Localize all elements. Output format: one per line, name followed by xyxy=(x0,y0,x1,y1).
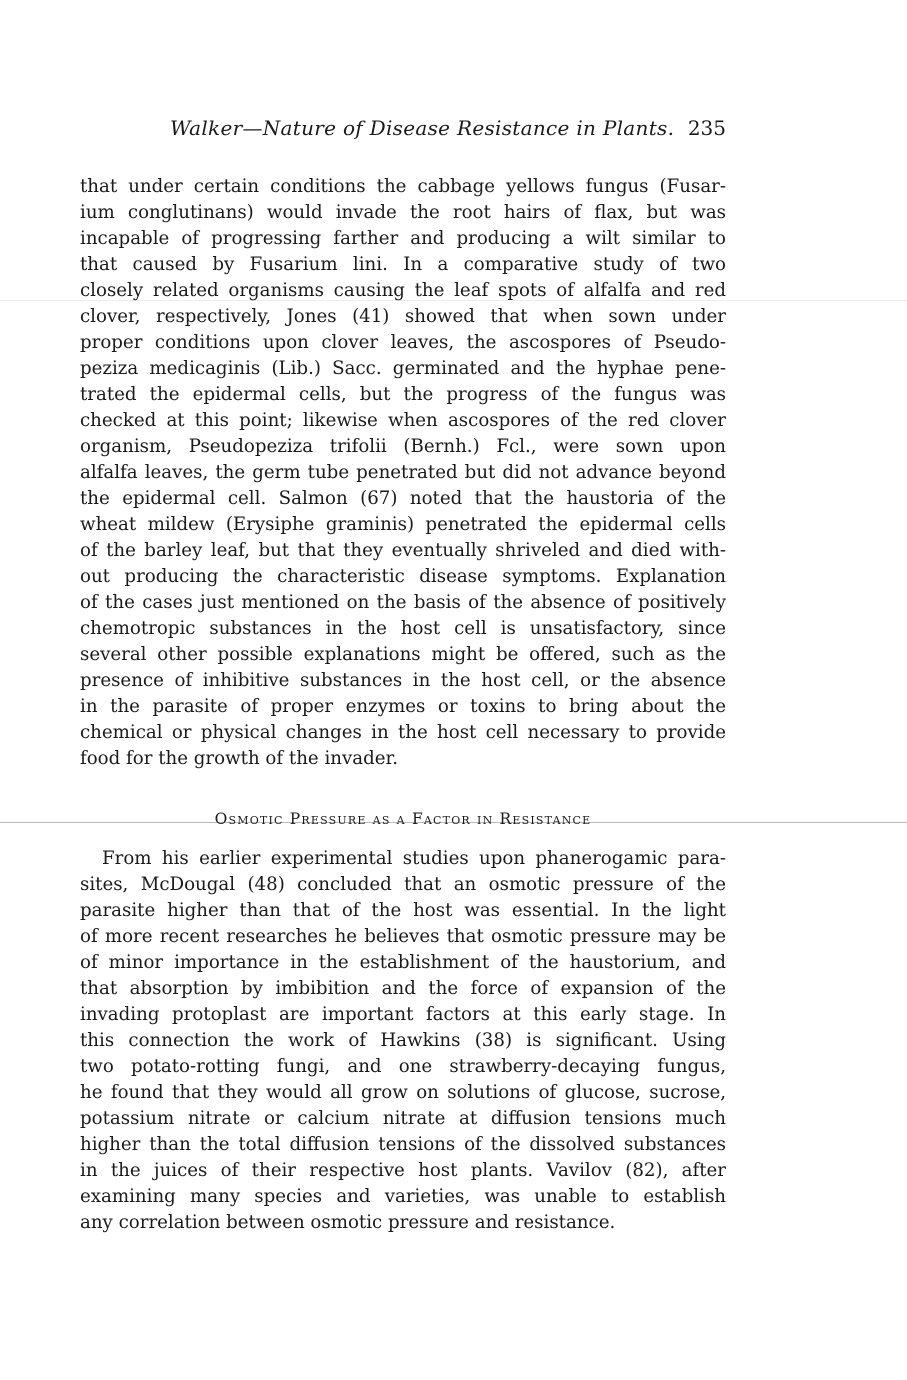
running-header xyxy=(80,116,726,146)
text-line: several other possible explanations might be offered, such as the xyxy=(80,644,726,665)
body-paragraph-1 xyxy=(80,174,726,772)
text-line: in the parasite of proper enzymes or toxins to bring about the xyxy=(80,696,726,717)
text-line: any correlation between osmotic pressure and resistance. xyxy=(80,1212,616,1233)
text-line: parasite higher than that of the host was essential. In the light xyxy=(80,900,726,921)
text-line: out producing the characteristic disease symptoms. Explanation xyxy=(80,566,726,587)
text-line: closely related organisms causing the leaf spots of alfalfa and red xyxy=(80,280,726,301)
text-line: checked at this point; likewise when ascospores of the red clover xyxy=(80,410,726,431)
text-line: incapable of progressing farther and producing a wilt similar to xyxy=(80,228,726,249)
text-line: of more recent researches he believes that osmotic pressure may be xyxy=(80,926,726,947)
text-line: food for the growth of the invader. xyxy=(80,748,398,769)
text-line: that under certain conditions the cabbage yellows fungus (Fusar- xyxy=(80,176,726,197)
text-line: peziza medicaginis (Lib.) Sacc. germinated and the hyphae pene- xyxy=(80,358,726,379)
text-line: sites, McDougal (48) concluded that an osmotic pressure of the xyxy=(80,874,726,895)
text-line: the epidermal cell. Salmon (67) noted that the haustoria of the xyxy=(80,488,726,509)
text-line: that absorption by imbibition and the force of expansion of the xyxy=(80,978,726,999)
text-line: trated the epidermal cells, but the progress of the fungus was xyxy=(80,384,726,405)
text-line: examining many species and varieties, was unable to establish xyxy=(80,1186,726,1207)
body-paragraph-2 xyxy=(80,846,726,1236)
text-line: of the barley leaf, but that they eventually shriveled and died with- xyxy=(80,540,726,561)
text-line: proper conditions upon clover leaves, the ascospores of Pseudo- xyxy=(80,332,726,353)
text-line: wheat mildew (Erysiphe graminis) penetrated the epidermal cells xyxy=(80,514,726,535)
text-line: ium conglutinans) would invade the root hairs of flax, but was xyxy=(80,202,726,223)
text-line: organism, Pseudopeziza trifolii (Bernh.) Fcl., were sown upon xyxy=(80,436,726,457)
running-title: Walker—Nature of Disease Resistance in Plants. xyxy=(170,116,675,140)
text-line: of minor importance in the establishment of the haustorium, and xyxy=(80,952,726,973)
text-line: higher than the total diffusion tensions of the dissolved substances xyxy=(80,1134,726,1155)
text-line: presence of inhibitive substances in the host cell, or the absence xyxy=(80,670,726,691)
text-line: From his earlier experimental studies upon phanerogamic para- xyxy=(102,848,726,869)
section-heading: Osmotic Pressure as a Factor in Resistance xyxy=(214,810,592,828)
text-line: that caused by Fusarium lini. In a comparative study of two xyxy=(80,254,726,275)
text-line: chemical or physical changes in the host cell necessary to provide xyxy=(80,722,726,743)
text-line: this connection the work of Hawkins (38) is significant. Using xyxy=(80,1030,726,1051)
text-line: invading protoplast are important factors at this early stage. In xyxy=(80,1004,726,1025)
text-line: alfalfa leaves, the germ tube penetrated but did not advance beyond xyxy=(80,462,726,483)
text-line: potassium nitrate or calcium nitrate at diffusion tensions much xyxy=(80,1108,726,1129)
text-line: clover, respectively, Jones (41) showed that when sown under xyxy=(80,306,726,327)
text-line: chemotropic substances in the host cell is unsatisfactory, since xyxy=(80,618,726,639)
text-line: of the cases just mentioned on the basis of the absence of positively xyxy=(80,592,726,613)
text-line: in the juices of their respective host plants. Vavilov (82), after xyxy=(80,1160,726,1181)
text-line: he found that they would all grow on solutions of glucose, sucrose, xyxy=(80,1082,726,1103)
page-number: 235 xyxy=(687,116,726,140)
text-line: two potato-rotting fungi, and one strawberry-decaying fungus, xyxy=(80,1056,726,1077)
